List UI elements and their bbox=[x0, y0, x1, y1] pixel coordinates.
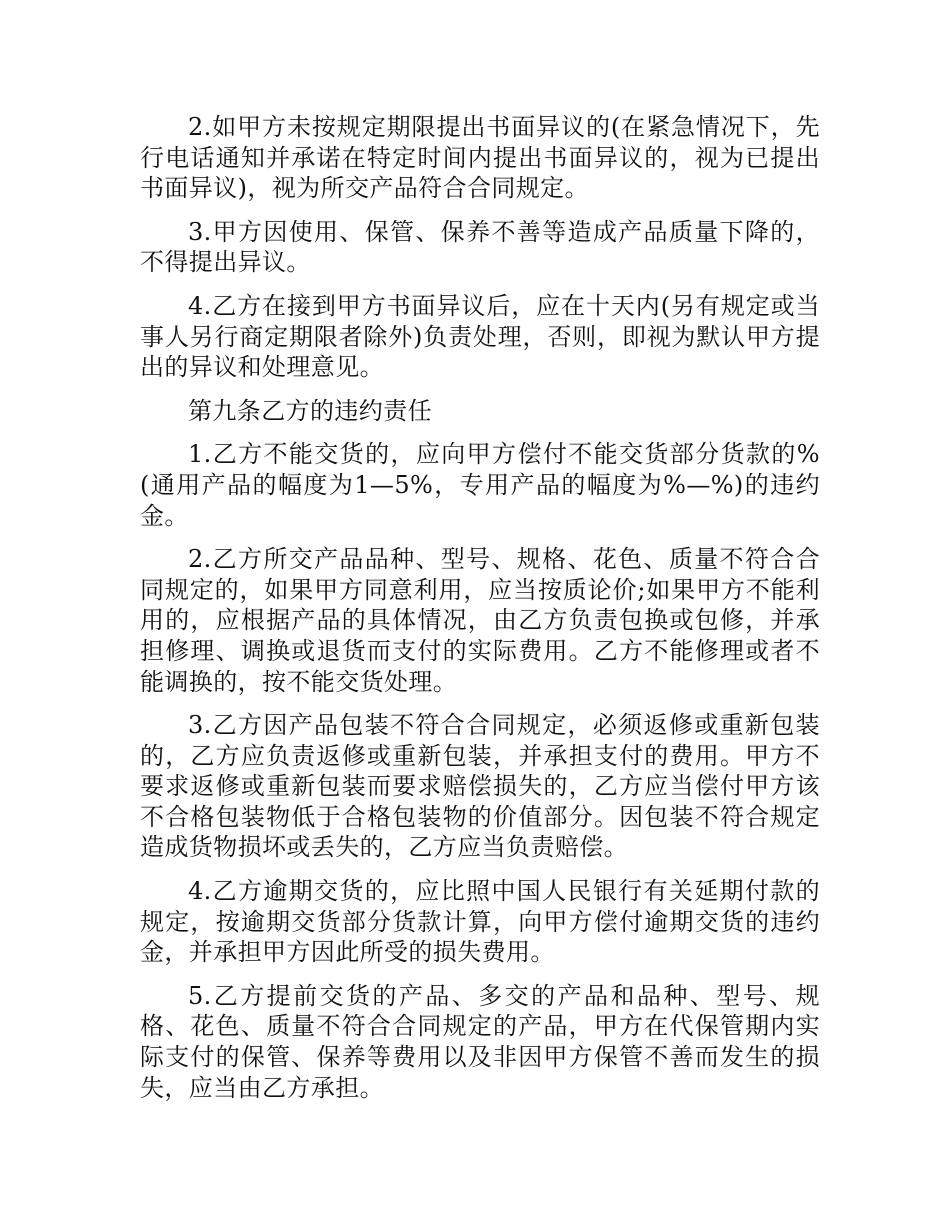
article-heading: 第九条乙方的违约责任 bbox=[188, 396, 432, 425]
paragraph-non-delivery: 1.乙方不能交货的，应向甲方偿付不能交货部分货款的%(通用产品的幅度为1—5%，专用产品的幅度为%—%)的违约金。 bbox=[140, 440, 820, 530]
paragraph-improper-use: 3.甲方因使用、保管、保养不善等造成产品质量下降的，不得提出异议。 bbox=[140, 217, 820, 277]
paragraph-late-delivery: 4.乙方逾期交货的，应比照中国人民银行有关延期付款的规定，按逾期交货部分货款计算，向甲方偿付逾期交货的违约金，并承担甲方因此所受的损失费用。 bbox=[140, 877, 820, 967]
paragraph-handling-period: 4.乙方在接到甲方书面异议后，应在十天内(另有规定或当事人另行商定期限者除外)负责处理，否则，即视为默认甲方提出的异议和处理意见。 bbox=[140, 291, 820, 382]
paragraph-packaging: 3.乙方因产品包装不符合合同规定，必须返修或重新包装的，乙方应负责返修或重新包装，并承担支付的费用。甲方不要求返修或重新包装而要求赔偿损失的，乙方应当偿付甲方该不合格包装物低于合格包装物的价值部分。因包装不符合规定造成货物损坏或丢失的，乙方应当负责赔偿。 bbox=[140, 711, 820, 862]
paragraph-early-delivery: 5.乙方提前交货的产品、多交的产品和品种、型号、规格、花色、质量不符合合同规定的产品，甲方在代保管期内实际支付的保管、保养等费用以及非因甲方保管不善而发生的损失，应当由乙方承担。 bbox=[140, 981, 820, 1102]
document-body bbox=[140, 112, 820, 1116]
paragraph-nonconforming-products: 2.乙方所交产品品种、型号、规格、花色、质量不符合合同规定的，如果甲方同意利用，应当按质论价;如果甲方不能利用的，应根据产品的具体情况，由乙方负责包换或包修，并承担修理、调换或退货而支付的实际费用。乙方不能修理或者不能调换的，按不能交货处理。 bbox=[140, 545, 820, 696]
paragraph-objection-deadline: 2.如甲方未按规定期限提出书面异议的(在紧急情况下，先行电话通知并承诺在特定时间内提出书面异议的，视为已提出书面异议)，视为所交产品符合合同规定。 bbox=[140, 113, 820, 203]
